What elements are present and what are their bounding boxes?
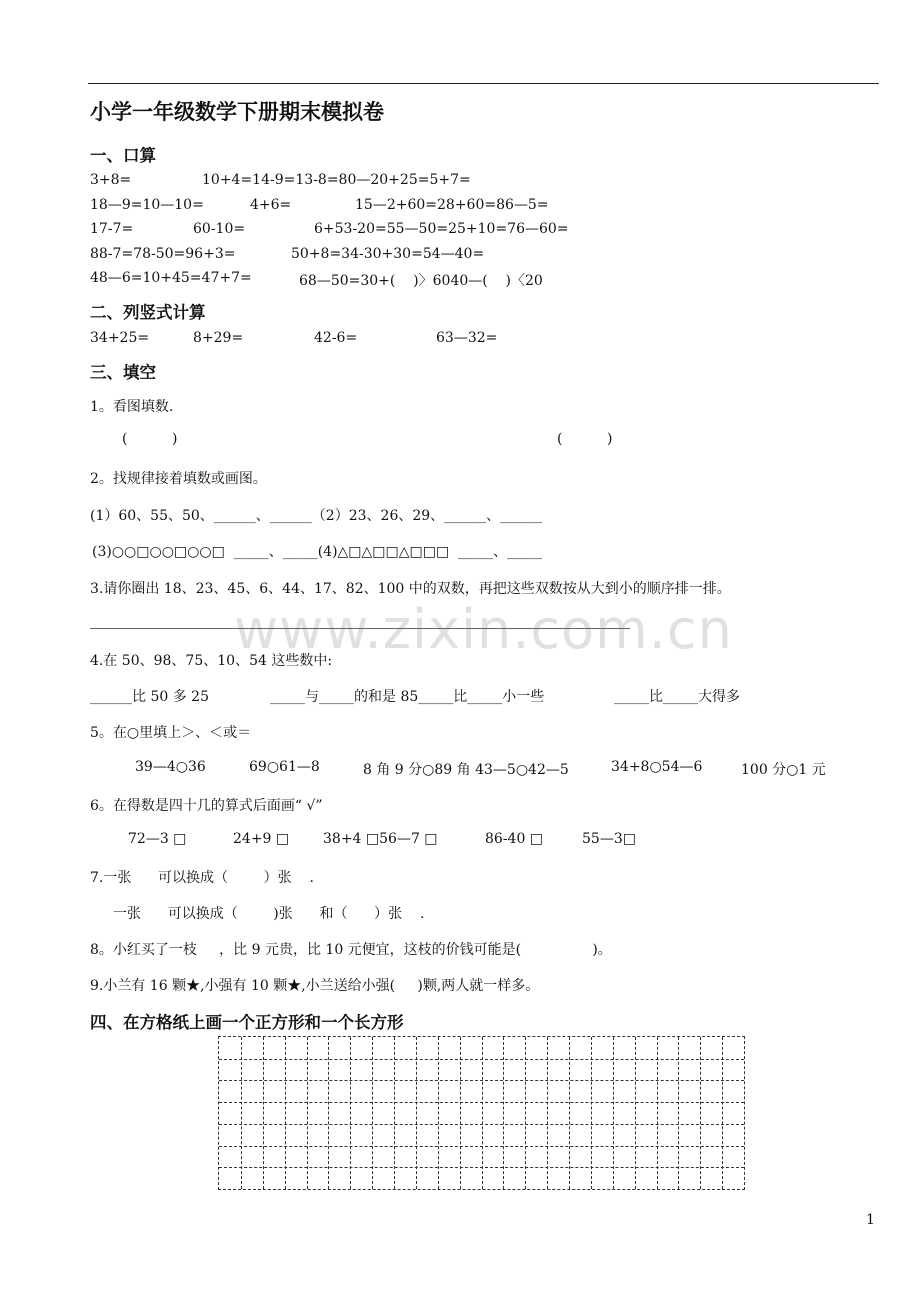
q5-item3: 8 角 9 分○89 角 43—5○42—5: [363, 762, 569, 778]
grid-line-vertical: [285, 1037, 286, 1189]
grid-line-horizontal: [219, 1059, 744, 1060]
grid-line-vertical: [307, 1037, 308, 1189]
q2-line2: (3)○○□○○□○○□ _____、_____(4)△□△□□△□□□ _____、_____: [92, 544, 543, 560]
oral-row3-a: 17-7=: [90, 221, 134, 237]
grid-paper: [218, 1036, 745, 1190]
grid-line-vertical: [482, 1037, 483, 1189]
oral-row4-a: 88-7=78-50=96+3=: [90, 246, 236, 262]
section2-heading: 二、列竖式计算: [90, 303, 206, 322]
page-number: 1: [866, 1212, 875, 1228]
q4-part2: _____与_____的和是 85_____比_____小一些: [270, 689, 545, 705]
grid-line-horizontal: [219, 1167, 744, 1168]
oral-row2-a: 18—9=10—10=: [90, 197, 204, 213]
q7-line2: 一张 可以换成（ )张 和（ ）张 .: [113, 906, 425, 922]
vertical-calc-2: 8+29=: [193, 330, 244, 346]
q6-item2: 24+9 □: [233, 831, 290, 847]
grid-line-horizontal: [219, 1124, 744, 1125]
oral-row2-b: 4+6=: [250, 197, 292, 213]
page-title: 小学一年级数学下册期末模拟卷: [90, 100, 384, 124]
grid-line-vertical: [241, 1037, 242, 1189]
grid-line-vertical: [591, 1037, 592, 1189]
q5-item1: 39—4○36: [135, 759, 206, 775]
watermark: www.zixin.com.cn: [234, 598, 733, 661]
vertical-calc-3: 42-6=: [314, 330, 358, 346]
q6-text: 6。在得数是四十几的算式后面画“ √”: [90, 798, 323, 814]
grid-line-vertical: [350, 1037, 351, 1189]
q6-item5: 55—3□: [582, 831, 636, 847]
q4-part1: ______比 50 多 25: [90, 689, 209, 705]
grid-line-vertical: [438, 1037, 439, 1189]
oral-row5-a: 48—6=10+45=47+7=: [90, 270, 252, 286]
q5-item2: 69○61—8: [249, 759, 320, 775]
q7-line1: 7.一张 可以换成（ ）张 .: [90, 870, 314, 886]
q6-item3: 38+4 □56—7 □: [323, 831, 438, 847]
grid-line-vertical: [460, 1037, 461, 1189]
grid-line-vertical: [328, 1037, 329, 1189]
q2-text: 2。找规律接着填数或画图。: [90, 471, 267, 487]
oral-row5-b: 68—50=30+( )〉6040—( )〈20: [299, 273, 543, 289]
q1-blank-left: ( ): [122, 431, 178, 447]
oral-row4-b: 50+8=34-30+30=54—40=: [291, 246, 485, 262]
q3-answer-line: [90, 628, 630, 629]
q5-item5: 100 分○1 元: [741, 762, 826, 778]
grid-line-vertical: [722, 1037, 723, 1189]
oral-row1-a: 3+8=: [90, 172, 132, 188]
oral-row3-c: 6+53-20=55—50=25+10=76—60=: [314, 221, 569, 237]
grid-line-vertical: [613, 1037, 614, 1189]
q2-line1: (1）60、55、50、______、______（2）23、26、29、______、______: [90, 508, 543, 524]
q1-text: 1。看图填数.: [90, 399, 174, 415]
q1-blank-right: ( ): [557, 431, 613, 447]
oral-row1-b: 10+4=14-9=13-8=80—20+25=5+7=: [202, 172, 471, 188]
grid-line-vertical: [657, 1037, 658, 1189]
oral-row3-b: 60-10=: [193, 221, 246, 237]
grid-line-vertical: [525, 1037, 526, 1189]
section1-heading: 一、口算: [90, 146, 156, 165]
grid-line-vertical: [503, 1037, 504, 1189]
grid-line-horizontal: [219, 1102, 744, 1103]
oral-row2-c: 15—2+60=28+60=86—5=: [355, 197, 549, 213]
grid-line-horizontal: [219, 1146, 744, 1147]
q4-text: 4.在 50、98、75、10、54 这些数中:: [90, 653, 333, 669]
vertical-calc-1: 34+25=: [90, 330, 150, 346]
grid-line-vertical: [394, 1037, 395, 1189]
grid-line-vertical: [678, 1037, 679, 1189]
grid-line-vertical: [263, 1037, 264, 1189]
q4-part3: _____比_____大得多: [614, 689, 740, 705]
grid-line-horizontal: [219, 1080, 744, 1081]
vertical-calc-4: 63—32=: [436, 330, 498, 346]
grid-line-vertical: [569, 1037, 570, 1189]
q6-item1: 72—3 □: [128, 831, 187, 847]
grid-line-vertical: [416, 1037, 417, 1189]
top-rule: [88, 83, 879, 84]
q8-text: 8。小红买了一枝 ，比 9 元贵，比 10 元便宜，这枝的价钱可能是( )。: [90, 942, 612, 958]
grid-line-vertical: [700, 1037, 701, 1189]
q9-text: 9.小兰有 16 颗★,小强有 10 颗★,小兰送给小强( )颗,两人就一样多。: [90, 978, 540, 994]
q5-text: 5。在○里填上＞、＜或＝: [90, 725, 252, 741]
section4-heading: 四、在方格纸上画一个正方形和一个长方形: [90, 1013, 404, 1032]
q5-item4: 34+8○54—6: [611, 759, 703, 775]
section3-heading: 三、填空: [90, 363, 156, 382]
grid-line-vertical: [635, 1037, 636, 1189]
q6-item4: 86-40 □: [485, 831, 544, 847]
grid-line-vertical: [372, 1037, 373, 1189]
grid-line-vertical: [547, 1037, 548, 1189]
q3-text: 3.请你圈出 18、23、45、6、44、17、82、100 中的双数，再把这些双数按从大到小的顺序排一排。: [90, 581, 731, 597]
